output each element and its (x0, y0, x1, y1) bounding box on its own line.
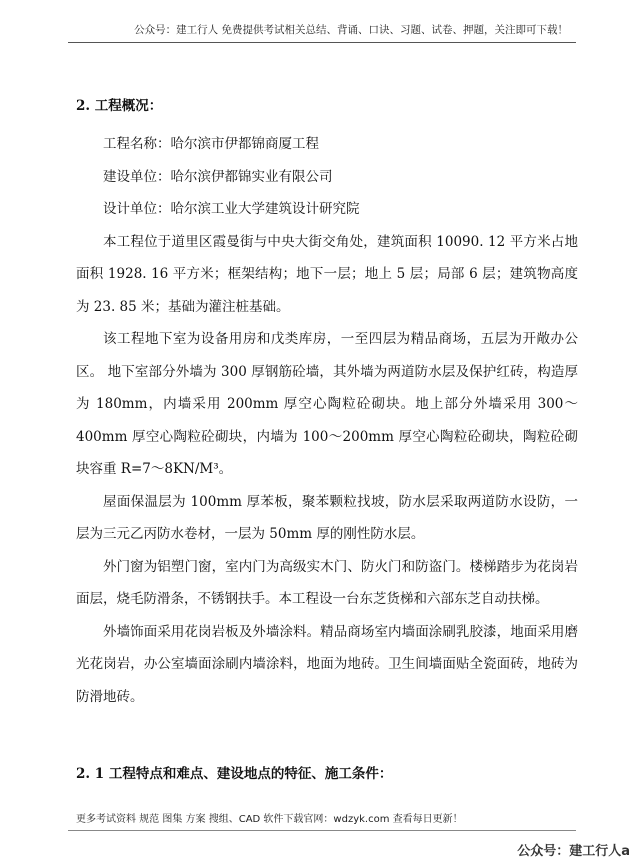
paragraph-location: 本工程位于道里区霞曼街与中央大街交角处，建筑面积 10090. 12 平方米占地面积 1928. 16 平方米；框架结构；地下一层；地上 5 层；局部 6 层；建筑物高度为 23. 85 米；基础为灌注桩基础。 (76, 233, 578, 315)
footer-divider (68, 830, 576, 831)
document-body (76, 96, 578, 713)
designer-line: 设计单位：哈尔滨工业大学建筑设计研究院 (103, 201, 360, 217)
header-divider (68, 42, 576, 43)
project-name-line: 工程名称：哈尔滨市伊都锦商厦工程 (103, 136, 319, 152)
subsection-heading: 2. 1 工程特点和难点、建设地点的特征、施工条件： (76, 766, 393, 782)
paragraph-basement-walls: 该工程地下室为设备用房和戊类库房，一至四层为精品商场，五层为开敞办公区。 地下室部分外墙为 300 厚钢筋砼墙，其外墙为两道防水层及保护红砖，构造厚为 180mm，内墙采用 200mm 厚空心陶粒砼砌块。地上部分外墙采用 300～400mm 厚空心陶粒砼砌块，内墙为 100～200mm 厚空心陶粒砼砌块，陶粒砼砌块容重 R=7～8KN/M³。 (76, 331, 578, 477)
paragraph-roof: 屋面保温层为 100mm 厚苯板，聚苯颗粒找坡，防水层采取两道防水设防，一层为三元乙丙防水卷材，一层为 50mm 厚的刚性防水层。 (76, 493, 578, 542)
header-note: 公众号：建工行人 免费提供考试相关总结、背诵、口诀、习题、试卷、押题，关注即可下载！ (134, 24, 568, 36)
footer-note: 更多考试资料 规范 图集 方案 搜组、CAD 软件下载官网：wdzyk.com 查看每日更新！ (76, 814, 463, 825)
watermark-tag: 公众号：建工行人a (517, 844, 630, 859)
paragraph-doors-windows: 外门窗为铝塑门窗，室内门为高级实木门、防火门和防盗门。楼梯踏步为花岗岩面层，烧毛防滑条，不锈钢扶手。本工程设一台东芝货梯和六部东芝自动扶梯。 (76, 558, 578, 607)
section-heading: 2. 工程概况： (76, 98, 163, 114)
builder-line: 建设单位：哈尔滨伊都锦实业有限公司 (103, 168, 333, 185)
paragraph-finishes: 外墙饰面采用花岗岩板及外墙涂料。精品商场室内墙面涂刷乳胶漆，地面采用磨光花岗岩，办公室墙面涂刷内墙涂料，地面为地砖。卫生间墙面贴全瓷面砖，地砖为防滑地砖。 (76, 623, 578, 705)
